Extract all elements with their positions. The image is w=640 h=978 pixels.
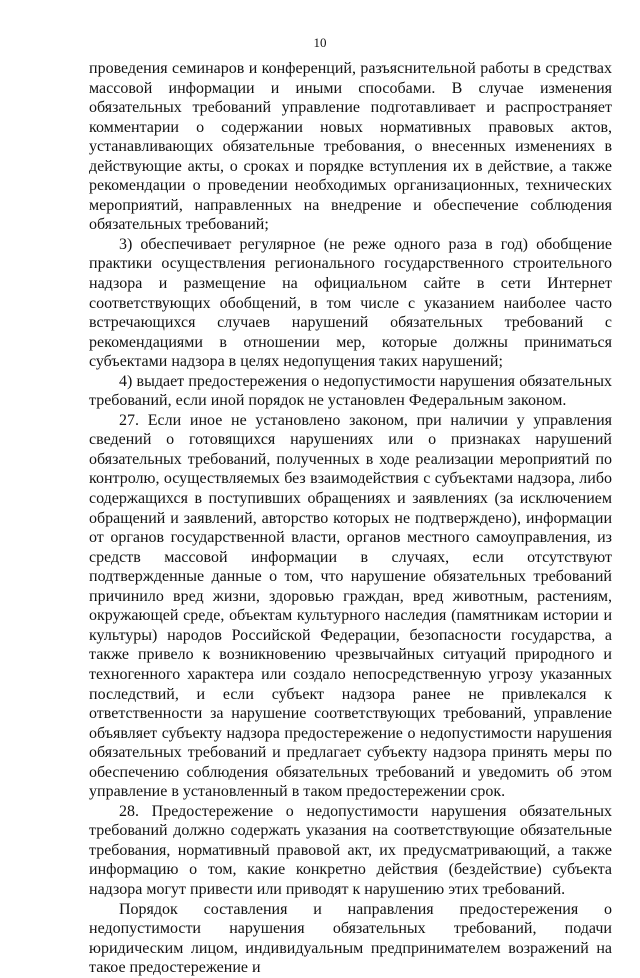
page-number: 10: [313, 35, 327, 50]
paragraph-item-4: 4) выдает предостережения о недопустимости нарушения обязательных требований, если иной порядок не установлен Федеральным законом.: [89, 372, 612, 410]
paragraph-continuation: проведения семинаров и конференций, разъяснительной работы в средствах массовой информации и иными способами. В случае изменения обязательных требований управление подготавливает и распространяет комментарии о содержании новых нормативных правовых актов, устанавливающих обязательные требования, о внесенных изменениях в действующие акты, о сроках и порядке вступления их в действие, а также рекомендации о проведении необходимых организационных, технических мероприятий, направленных на внедрение и обеспечение соблюдения обязательных требований;: [89, 60, 612, 234]
document-body: [89, 59, 612, 978]
paragraph-clause-28: 28. Предостережение о недопустимости нарушения обязательных требований должно содержать указания на соответствующие обязательные требования, нормативный правовой акт, их предусматривающий, а также информацию о том, какие конкретно действия (бездействие) субъекта надзора могут привести или приводят к нарушению этих требований.: [89, 802, 612, 898]
paragraph-item-3: 3) обеспечивает регулярное (не реже одного раза в год) обобщение практики осуществления регионального государственного строительного надзора и размещение на официальном сайте в сети Интернет соответствующих обобщений, в том числе с указанием наиболее часто встречающихся случаев нарушений обязательных требований с рекомендациями в отношении мер, которые должны приниматься субъектами надзора в целях недопущения таких нарушений;: [89, 235, 612, 371]
paragraph-clause-27: 27. Если иное не установлено законом, при наличии у управления сведений о готовящихся нарушениях или о признаках нарушений обязательных требований, полученных в ходе реализации мероприятий по контролю, осуществляемых без взаимодействия с субъектами надзора, либо содержащихся в поступивших обращениях и заявлениях (за исключением обращений и заявлений, авторство которых не подтверждено), информации от органов государственной власти, органов местного самоуправления, из средств массовой информации в случаях, если отсутствуют подтвержденные данные о том, что нарушение обязательных требований причинило вред жизни, здоровью граждан, вред животным, растениям, окружающей среде, объектам культурного наследия (памятникам истории и культуры) народов Российской Федерации, безопасности государства, а также привело к возникновению чрезвычайных ситуаций природного и техногенного характера или создало непосредственную угрозу указанных последствий, и если субъект надзора ранее не привлекался к ответственности за нарушение соответствующих требований, управление объявляет субъекту надзора предостережение о недопустимости нарушения обязательных требований и предлагает субъекту надзора принять меры по обеспечению соблюдения обязательных требований и уведомить об этом управление в установленный в таком предостережении срок.: [89, 411, 612, 801]
paragraph-procedure: Порядок составления и направления предостережения о недопустимости нарушения обязательных требований, подачи юридическим лицом, индивидуальным предпринимателем возражений на такое предостережение и: [89, 900, 612, 977]
